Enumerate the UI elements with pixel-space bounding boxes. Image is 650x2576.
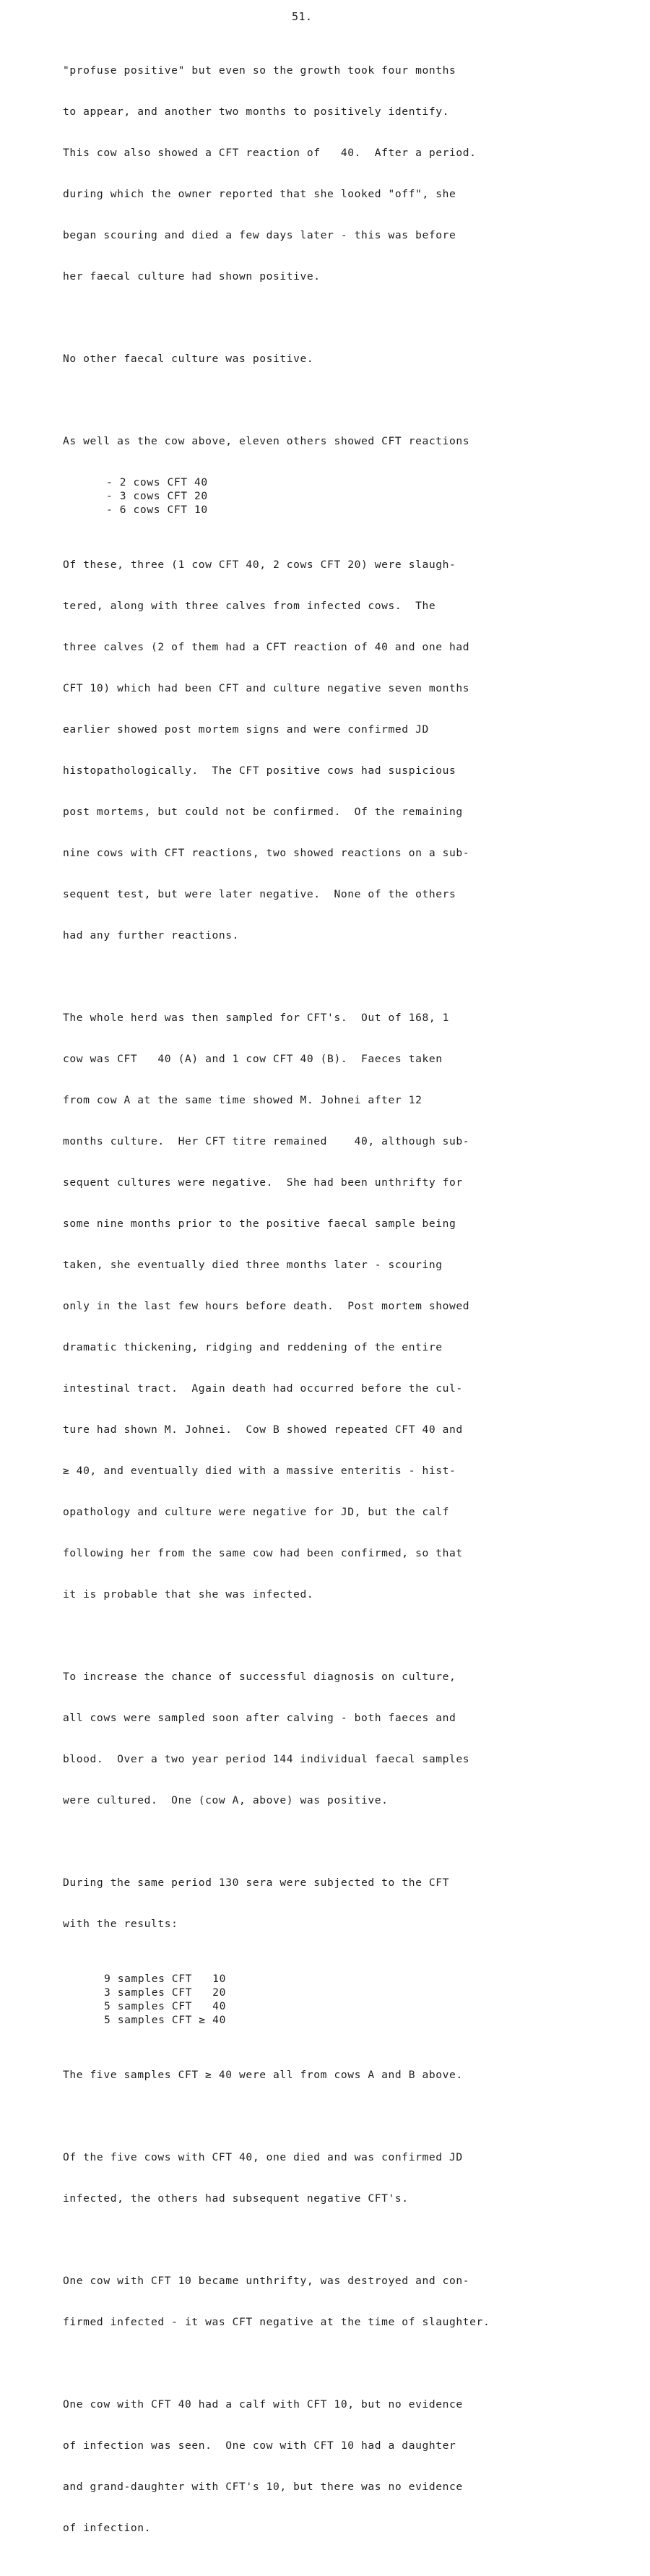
text-line: The whole herd was then sampled for CFT's. Out of 168, 1 [63,1012,450,1024]
text-line: sequent test, but were later negative. None of the others [63,888,456,900]
text-line: only in the last few hours before death. Post mortem showed [63,1300,470,1312]
list-item: 3 samples CFT 20 [104,1986,226,1999]
text-line: following her from the same cow had been confirmed, so that [63,1547,463,1559]
list-item: 5 samples CFT 40 [104,2000,226,2012]
document-body [63,36,633,2576]
text-line: No other faecal culture was positive. [63,353,314,365]
list-item: - 6 cows CFT 10 [106,504,208,516]
text-line: some nine months prior to the positive faecal sample being [63,1218,456,1230]
list-item: 5 samples CFT ≥ 40 [104,2014,226,2026]
text-line: One cow with CFT 40 had a calf with CFT 10, but no evidence [63,2398,463,2411]
text-line: of infection was seen. One cow with CFT 10 had a daughter [63,2439,456,2452]
text-line: dramatic thickening, ridging and reddening of the entire [63,1341,443,1353]
text-line: nine cows with CFT reactions, two showed reactions on a sub- [63,847,470,859]
text-line: The five samples CFT ≥ 40 were all from cows A and B above. [63,2069,463,2081]
text-line: three calves (2 of them had a CFT reaction of 40 and one had [63,641,470,653]
text-line: firmed infected - it was CFT negative at the time of slaughter. [63,2316,490,2328]
text-line: it is probable that she was infected. [63,1588,314,1601]
text-line: began scouring and died a few days later - this was before [63,229,456,241]
text-line: histopathologically. The CFT positive cows had suspicious [63,764,456,777]
text-line: post mortems, but could not be confirmed. Of the remaining [63,806,463,818]
reaction-list [63,475,633,517]
text-line: intestinal tract. Again death had occurred before the cul- [63,1382,463,1395]
paragraph-whole-herd [63,983,633,1629]
paragraph-eleven-others [63,407,633,475]
text-line: "profuse positive" but even so the growth took four months [63,64,456,77]
text-line: ture had shown M. Johnei. Cow B showed repeated CFT 40 and [63,1423,463,1436]
text-line: As well as the cow above, eleven others showed CFT reactions [63,435,470,447]
results-list [63,1972,633,2027]
text-line: blood. Over a two year period 144 individual faecal samples [63,1753,470,1765]
text-line: months culture. Her CFT titre remained 40, although sub- [63,1135,470,1147]
list-item: 9 samples CFT 10 [104,1973,226,1985]
paragraph-calf-daughter [63,2370,633,2562]
text-line: from cow A at the same time showed M. Johnei after 12 [63,1094,422,1106]
text-line: One cow with CFT 10 became unthrifty, was destroyed and con- [63,2275,470,2287]
text-line: During the same period 130 sera were subjected to the CFT [63,1877,450,1889]
list-item: - 2 cows CFT 40 [106,476,208,488]
list-item: - 3 cows CFT 20 [106,490,208,502]
text-line: CFT 10) which had been CFT and culture negative seven months [63,682,470,694]
text-line: of infection. [63,2522,152,2534]
text-line: with the results: [63,1918,178,1930]
text-line: earlier showed post mortem signs and were confirmed JD [63,723,429,736]
text-line: all cows were sampled soon after calving - both faeces and [63,1712,456,1724]
page-number: 51. [292,10,313,23]
text-line: had any further reactions. [63,929,240,942]
text-line: To increase the chance of successful diagnosis on culture, [63,1671,456,1683]
paragraph-same-period [63,1848,633,1958]
text-line: and grand-daughter with CFT's 10, but there was no evidence [63,2481,463,2493]
text-line: opathology and culture were negative for JD, but the calf [63,1506,450,1518]
text-line: infected, the others had subsequent negative CFT's. [63,2192,409,2205]
paragraph-no-other-positive [63,324,633,393]
text-line: were cultured. One (cow A, above) was positive. [63,1794,389,1806]
text-line: Of the five cows with CFT 40, one died and was confirmed JD [63,2151,463,2163]
text-line: taken, she eventually died three months later - scouring [63,1259,443,1271]
text-line: ≥ 40, and eventually died with a massive enteritis - hist- [63,1465,456,1477]
text-line: during which the owner reported that she looked "off", she [63,188,456,200]
text-line: her faecal culture had shown positive. [63,270,321,283]
text-line: Of these, three (1 cow CFT 40, 2 cows CFT 20) were slaugh- [63,559,456,571]
paragraph-increase-chance [63,1642,633,1835]
text-line: sequent cultures were negative. She had been unthrifty for [63,1176,463,1189]
text-line: cow was CFT 40 (A) and 1 cow CFT 40 (B). Faeces taken [63,1053,443,1065]
paragraph-five-samples [63,2041,633,2109]
paragraph-slaughtered [63,530,633,970]
text-line: to appear, and another two months to positively identify. [63,105,450,118]
text-line: This cow also showed a CFT reaction of 40. After a period. [63,147,477,159]
paragraph-five-cows [63,2123,633,2233]
paragraph-profuse-positive [63,36,633,311]
paragraph-unthrifty-cow [63,2247,633,2356]
text-line: tered, along with three calves from infected cows. The [63,600,436,612]
